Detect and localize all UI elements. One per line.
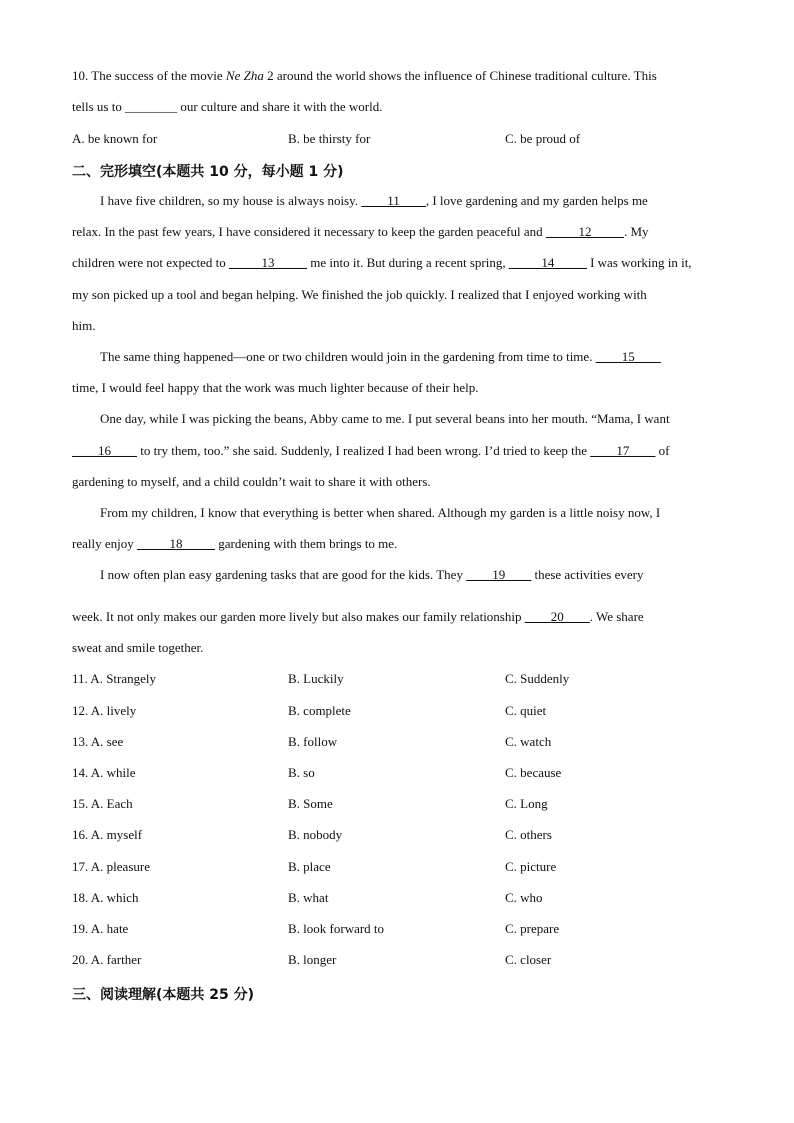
passage-text: I now often plan easy gardening tasks that are good for the kids. They <box>100 567 467 582</box>
passage-text: relax. In the past few years, I have considered it necessary to keep the garden peaceful and <box>72 224 546 239</box>
passage-line <box>72 536 722 552</box>
answer-blank: _____18_____ <box>136 536 215 551</box>
choice-option: 17. A. pleasure <box>72 859 150 874</box>
passage-line <box>72 443 722 459</box>
choice-option: C. Long <box>505 796 548 811</box>
choice-option: B. Some <box>288 796 333 811</box>
answer-blank: ____17____ <box>590 443 656 458</box>
passage-line <box>100 567 722 583</box>
passage-text: One day, while I was picking the beans, Abby came to me. I put several beans into her mouth. “Mama, I want <box>100 411 670 426</box>
choice-option: C. who <box>505 890 543 905</box>
passage-text: The same thing happened—one or two children would join in the gardening from time to time. <box>100 349 596 364</box>
passage-text: my son picked up a tool and began helping. We finished the job quickly. I realized that I enjoyed working with <box>72 287 647 302</box>
q10-option-b: B. be thirsty for <box>288 131 371 146</box>
q10-option-a: A. be known for <box>72 131 158 146</box>
passage-text: him. <box>72 318 96 333</box>
choice-option: C. picture <box>505 859 557 874</box>
choice-option: 14. A. while <box>72 765 136 780</box>
choice-option: C. quiet <box>505 703 547 718</box>
section-heading-reading: 三、阅读理解(本题共 25 分) <box>72 987 255 1003</box>
choice-option: 20. A. farther <box>72 952 142 967</box>
passage-text: of <box>655 443 670 458</box>
choice-option: 13. A. see <box>72 734 124 749</box>
choice-option: C. Suddenly <box>505 671 570 686</box>
passage-text: . We share <box>589 609 644 624</box>
passage-text: , I love gardening and my garden helps me <box>425 193 648 208</box>
passage-text: week. It not only makes our garden more lively but also makes our family relationship <box>72 609 525 624</box>
passage-text: gardening with them brings to me. <box>214 536 398 551</box>
choice-option: 16. A. myself <box>72 827 143 842</box>
passage-line <box>72 224 722 240</box>
choice-option: 12. A. lively <box>72 703 137 718</box>
q10-text-a: 10. The success of the movie <box>72 68 226 83</box>
choice-option: C. watch <box>505 734 552 749</box>
choice-option: C. closer <box>505 952 552 967</box>
q10-text-b: 2 around the world shows the influence of Chinese traditional culture. This <box>263 68 657 83</box>
choice-option: B. so <box>288 765 315 780</box>
passage-line <box>72 255 722 271</box>
passage-text: gardening to myself, and a child couldn’t wait to share it with others. <box>72 474 431 489</box>
choice-option: 15. A. Each <box>72 796 133 811</box>
answer-blank: ____20____ <box>524 609 590 624</box>
passage-text: . My <box>623 224 649 239</box>
section-heading-cloze: 二、完形填空(本题共 10 分，每小题 1 分) <box>72 164 344 180</box>
passage-line <box>100 349 722 365</box>
passage-text: children were not expected to <box>72 255 230 270</box>
passage-text: to try them, too.” she said. Suddenly, I realized I had been wrong. I’d tried to keep the <box>137 443 591 458</box>
passage-line <box>72 609 722 625</box>
choice-option: C. others <box>505 827 552 842</box>
answer-blank: ____15____ <box>595 349 661 364</box>
choice-option: B. place <box>288 859 331 874</box>
choice-option: B. look forward to <box>288 921 385 936</box>
choice-option: B. Luckily <box>288 671 344 686</box>
passage-line <box>100 505 722 521</box>
answer-blank: ____16____ <box>72 443 137 458</box>
passage-line <box>100 193 722 209</box>
passage-line <box>72 640 722 656</box>
passage-line <box>72 474 722 490</box>
q10-stem-line2: tells us to ________ our culture and share it with the world. <box>72 99 383 114</box>
choice-option: 18. A. which <box>72 890 139 905</box>
answer-blank: _____12_____ <box>545 224 624 239</box>
choice-option: C. because <box>505 765 562 780</box>
answer-blank: ____11____ <box>361 193 426 208</box>
choice-option: 19. A. hate <box>72 921 129 936</box>
passage-text: I was working in it, <box>586 255 692 270</box>
choice-option: C. prepare <box>505 921 560 936</box>
choice-option: B. nobody <box>288 827 343 842</box>
passage-text: I have five children, so my house is always noisy. <box>100 193 362 208</box>
choice-option: B. what <box>288 890 329 905</box>
passage-line <box>72 287 722 303</box>
passage-line <box>72 380 722 396</box>
choice-option: 11. A. Strangely <box>72 671 157 686</box>
choice-option: B. longer <box>288 952 337 967</box>
answer-blank: _____14_____ <box>508 255 587 270</box>
answer-blank: _____13_____ <box>229 255 308 270</box>
passage-text: From my children, I know that everything is better when shared. Although my garden is a little noisy now, I <box>100 505 661 520</box>
passage-text: these activities every <box>531 567 644 582</box>
movie-title: Ne Zha <box>225 68 264 83</box>
q10-option-c: C. be proud of <box>505 131 581 146</box>
answer-blank: ____19____ <box>466 567 532 582</box>
passage-text: me into it. But during a recent spring, <box>307 255 509 270</box>
passage-text: time, I would feel happy that the work was much lighter because of their help. <box>72 380 479 395</box>
choice-option: B. complete <box>288 703 351 718</box>
passage-line <box>100 411 722 427</box>
passage-text: really enjoy <box>72 536 137 551</box>
passage-line <box>72 318 722 334</box>
q10-stem-line1 <box>72 68 722 84</box>
passage-text: sweat and smile together. <box>72 640 204 655</box>
choice-option: B. follow <box>288 734 338 749</box>
